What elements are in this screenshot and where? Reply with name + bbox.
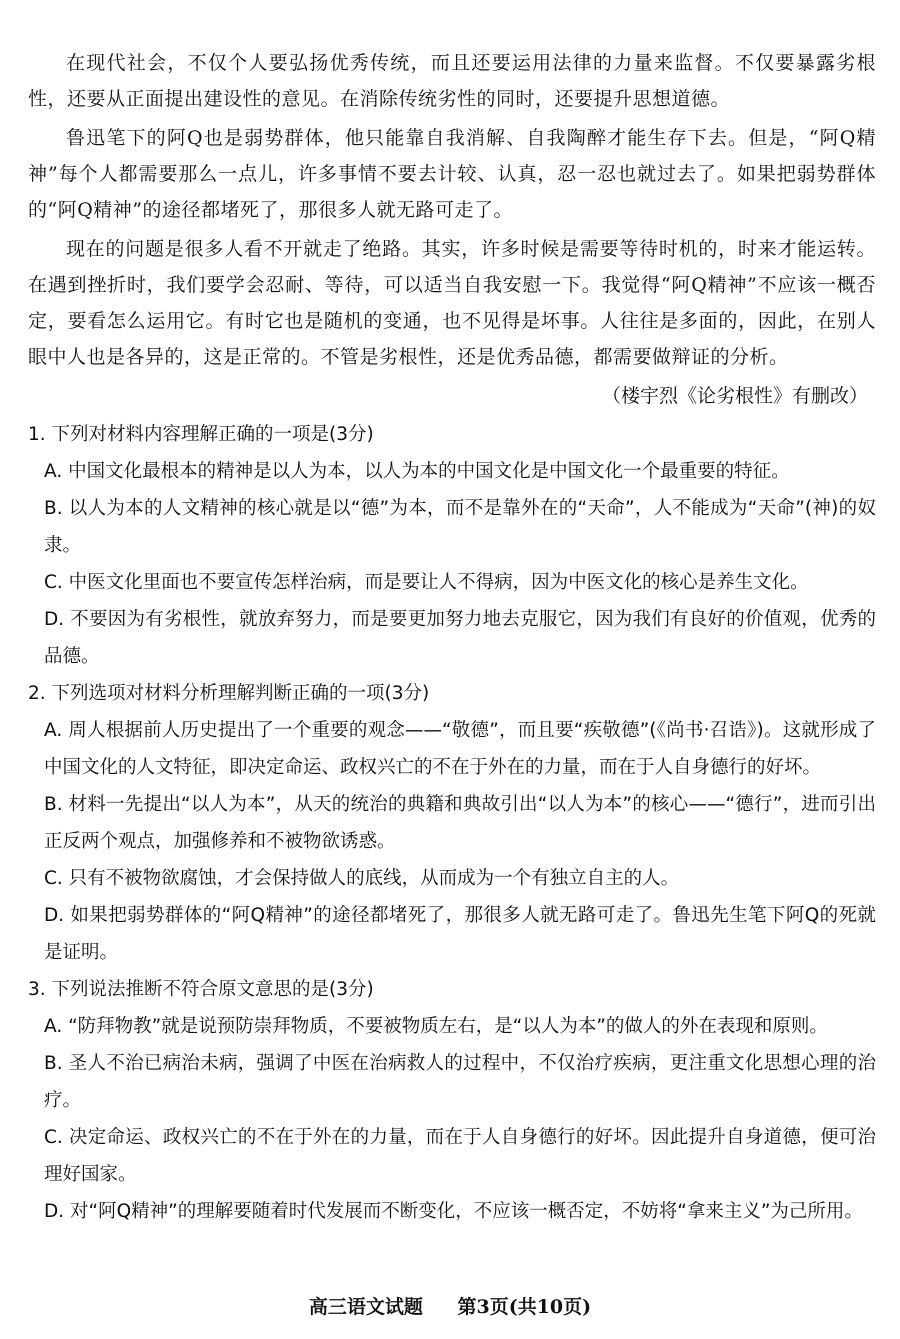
option-d: D. 不要因为有劣根性，就放弃努力，而是要更加努力地去克服它，因为我们有良好的价值观，优秀的品德。 [44,609,876,667]
page-footer [0,1292,900,1319]
passage-paragraph: 鲁迅笔下的阿Q也是弱势群体，他只能靠自我消解、自我陶醉才能生存下去。但是，“阿Q精神”每个人都需要那么一点儿，许多事情不要去计较、认真，忍一忍也就过去了。如果把弱势群体的“阿Q精神”的途径都堵死了，那很多人就无路可走了。 [28,127,876,221]
question-stem: 3. 下列说法推断不符合原文意思的是(3分) [28,979,374,1000]
question-1 [28,416,876,675]
passage-paragraph: 现在的问题是很多人看不开就走了绝路。其实，许多时候是需要等待时机的，时来才能运转。在遇到挫折时，我们要学会忍耐、等待，可以适当自我安慰一下。我觉得“阿Q精神”不应该一概否定，要看怎么运用它。有时它也是随机的变通，也不见得是坏事。人往往是多面的，因此，在别人眼中人也是各异的，这是正常的。不管是劣根性，还是优秀品德，都需要做辩证的分析。 [28,238,876,368]
option-c: C. 中医文化里面也不要宣传怎样治病，而是要让人不得病，因为中医文化的核心是养生文化。 [44,572,809,593]
question-2 [28,675,876,971]
question-3 [28,971,876,1230]
passage-paragraph: 在现代社会，不仅个人要弘扬优秀传统，而且还要运用法律的力量来监督。不仅要暴露劣根性，还要从正面提出建设性的意见。在消除传统劣性的同时，还要提升思想道德。 [28,52,876,110]
option-b: B. 圣人不治已病治未病，强调了中医在治病救人的过程中，不仅治疗疾病，更注重文化思想心理的治疗。 [44,1053,876,1111]
reading-passage [28,45,876,1230]
passage-source: （楼宇烈《论劣根性》有删改） [601,385,868,407]
option-a: A. 周人根据前人历史提出了一个重要的观念——“敬德”，而且要“疾敬德”(《尚书·召诰》)。这就形成了中国文化的人文特征，即决定命运、政权兴亡的不在于外在的力量，而在于人自身德行的好坏。 [44,720,876,778]
footer-page-number: 第3页(共10页) [457,1296,592,1318]
option-d: D. 如果把弱势群体的“阿Q精神”的途径都堵死了，那很多人就无路可走了。鲁迅先生笔下阿Q的死就是证明。 [44,905,876,963]
question-stem: 1. 下列对材料内容理解正确的一项是(3分) [28,424,374,445]
option-a: A. 中国文化最根本的精神是以人为本，以人为本的中国文化是中国文化一个最重要的特征。 [44,461,790,482]
option-d: D. 对“阿Q精神”的理解要随着时代发展而不断变化，不应该一概否定，不妨将“拿来主义”为己所用。 [44,1201,863,1222]
option-b: B. 以人为本的人文精神的核心就是以“德”为本，而不是靠外在的“天命”，人不能成为“天命”(神)的奴隶。 [44,498,876,556]
option-c: C. 只有不被物欲腐蚀，才会保持做人的底线，从而成为一个有独立自主的人。 [44,868,680,889]
question-stem: 2. 下列选项对材料分析理解判断正确的一项(3分) [28,683,430,704]
option-a: A. “防拜物教”就是说预防崇拜物质，不要被物质左右，是“以人为本”的做人的外在表现和原则。 [44,1016,828,1037]
option-c: C. 决定命运、政权兴亡的不在于外在的力量，而在于人自身德行的好坏。因此提升自身道德，便可治理好国家。 [44,1127,876,1185]
footer-title: 高三语文试题 [308,1296,423,1318]
option-b: B. 材料一先提出“以人为本”，从天的统治的典籍和典故引出“以人为本”的核心——“德行”，进而引出正反两个观点，加强修养和不被物欲诱惑。 [44,794,876,852]
